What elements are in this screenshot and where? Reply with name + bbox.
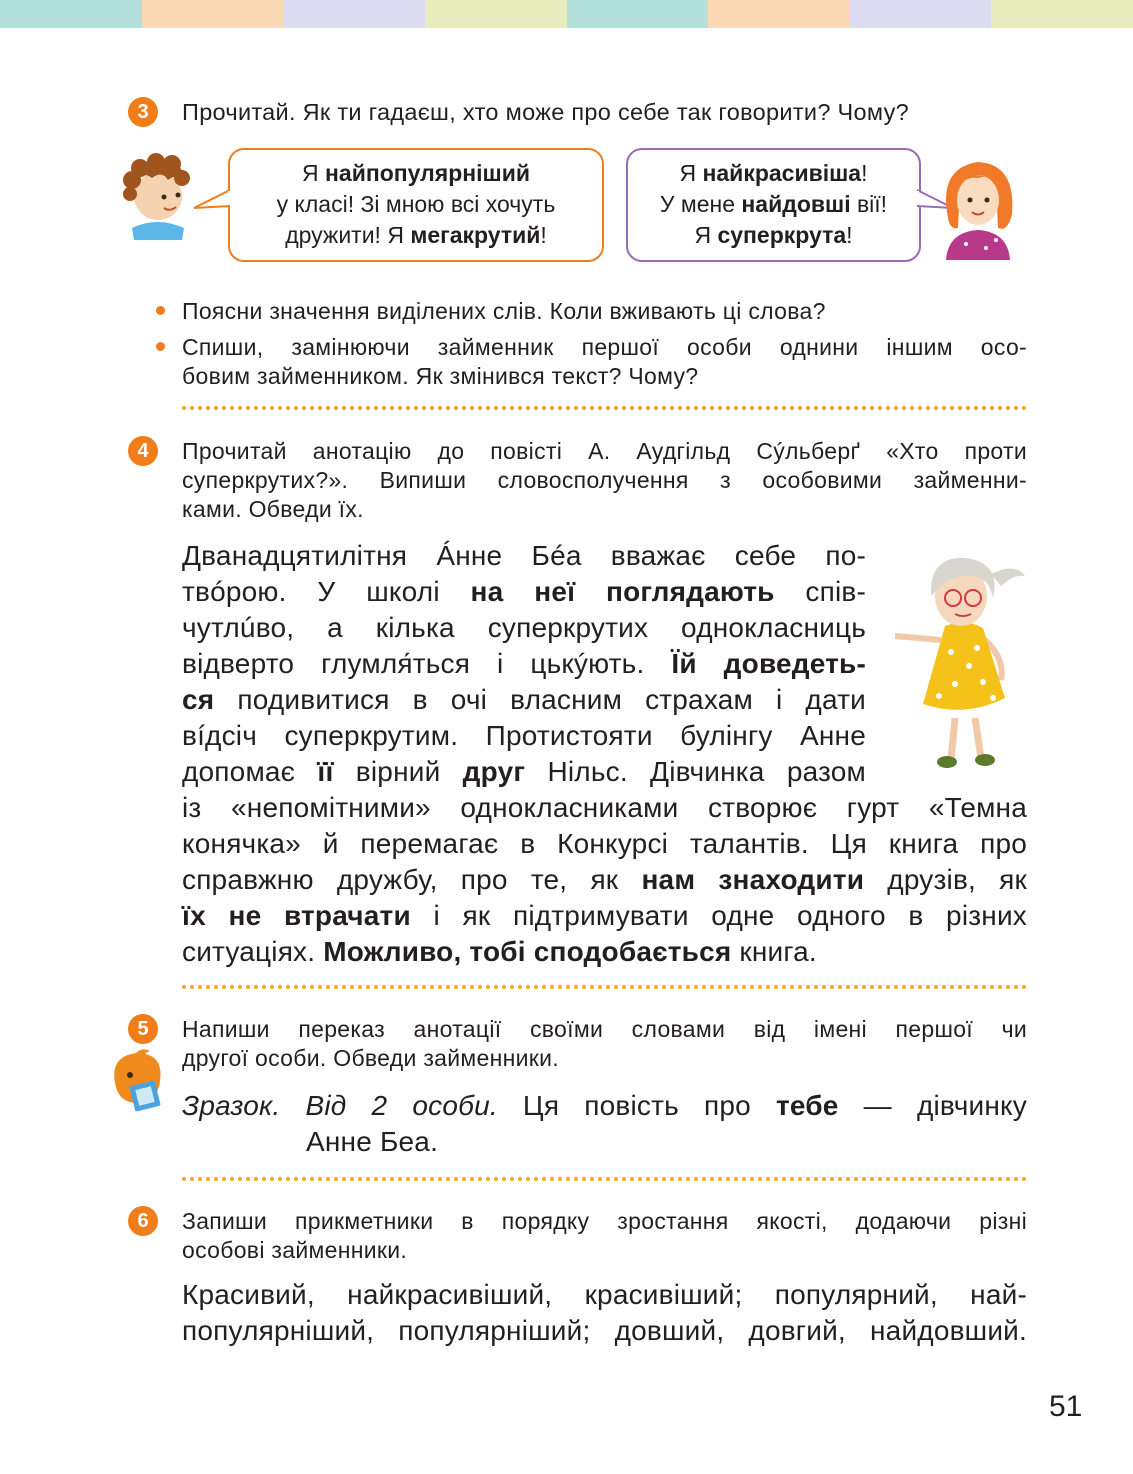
- annotation-line-2: твóрою. У школі на неї поглядають спів-: [182, 576, 866, 607]
- annotation-line-8: із «непомітними» однокласниками створює гурт «Темна: [182, 792, 1027, 823]
- task-5-instruction-line-1: Напиши переказ анотації своїми словами від імені першої чи: [182, 1016, 1027, 1042]
- task-6-instruction-line-1: Запиши прикметники в порядку зростання якості, додаючи різні: [182, 1208, 1027, 1234]
- annotation-line-6: вíдсіч суперкрутим. Протистояти булінгу Анне: [182, 720, 866, 751]
- divider-2: [182, 985, 1027, 989]
- task-6-text-line-1: Красивий, найкрасивіший, красивіший; популярний, най-: [182, 1279, 1027, 1310]
- divider-3: [182, 1177, 1027, 1181]
- boy-bubble-line-1: Я найпопулярніший: [302, 160, 530, 186]
- girl-bubble-line-3: Я суперкрута!: [694, 222, 853, 248]
- boy-bubble-tail: [192, 186, 232, 216]
- annotation-line-7: допомає її вірний друг Нільс. Дівчинка разом: [182, 756, 866, 787]
- annotation-line-12: ситуаціях. Можливо, тобі сподобається книга.: [182, 936, 817, 967]
- mascot-icon: [106, 1047, 170, 1113]
- boy-bubble-line-3: дружити! Я мегакрутий!: [285, 222, 547, 248]
- boy-speech-bubble: [228, 148, 604, 262]
- task-3-bullet-2-line-1: Спиши, замінюючи займенник першої особи однини іншим осо-: [182, 334, 1027, 360]
- bullet-1-icon: [156, 306, 165, 315]
- task-4-instruction-line-2: суперкрутих?». Випиши словосполучення з особовими займенни-: [182, 467, 1027, 493]
- annotation-line-10: справжню дружбу, про те, як нам знаходити друзів, як: [182, 864, 1027, 895]
- annotation-line-11: їх не втрачати і як підтримувати одне одного в різних: [182, 900, 1027, 931]
- task-5-sample-line-2: Анне Беа.: [306, 1126, 439, 1157]
- stripe-7: [850, 0, 992, 28]
- task-6-number: 6: [128, 1206, 158, 1236]
- bullet-2-icon: [156, 342, 165, 351]
- stripe-3: [283, 0, 425, 28]
- girl-speech-bubble: [626, 148, 921, 262]
- task-3-bullet-2-line-2: бовим займенником. Як змінився текст? Чому?: [182, 363, 699, 389]
- annotation-line-4: відверто глумля́ться і цькýють. Їй доведеть-: [182, 648, 866, 679]
- task-3-number: 3: [128, 97, 158, 127]
- annotation-line-5: ся подивитися в очі власним страхам і дати: [182, 684, 866, 715]
- task-5-sample-line-1: Зразок. Від 2 особи. Ця повість про тебе — дівчинку: [182, 1090, 1027, 1121]
- boy-icon: [112, 150, 202, 242]
- stripe-5: [567, 0, 709, 28]
- girl-bubble-line-2: У мене найдовші вії!: [659, 191, 888, 217]
- annotation-line-9: конячка» й перемагає в Конкурсі талантів. Ця книга про: [182, 828, 1027, 859]
- girl-bubble-line-1: Я найкрасивіша!: [679, 160, 868, 186]
- stripe-2: [142, 0, 284, 28]
- task-4-number: 4: [128, 436, 158, 466]
- stripe-1: [0, 0, 142, 28]
- task-6-text-line-2: популярніший, популярніший; довший, довгий, найдовший.: [182, 1315, 1027, 1346]
- annotation-line-1: Дванадцятилітня Áнне Бéа вважає себе по-: [182, 540, 866, 571]
- stripe-8: [991, 0, 1133, 28]
- top-color-bar: [0, 0, 1133, 28]
- task-5-number: 5: [128, 1014, 158, 1044]
- task-3-bullet-1: Поясни значення виділених слів. Коли вживають ці слова?: [182, 298, 826, 324]
- girl-yellow-dress-icon: [893, 548, 1038, 773]
- boy-bubble-line-2: у класі! Зі мною всі хочуть: [276, 191, 556, 217]
- stripe-4: [425, 0, 567, 28]
- annotation-line-3: чутлúво, а кілька суперкрутих однокласниць: [182, 612, 866, 643]
- divider-1: [182, 406, 1027, 410]
- task-5-instruction-line-2: другої особи. Обведи займенники.: [182, 1045, 559, 1071]
- stripe-6: [708, 0, 850, 28]
- girl-red-hair-icon: [938, 148, 1018, 260]
- page-number: 51: [1049, 1390, 1083, 1423]
- task-4-instruction-line-1: Прочитай анотацію до повісті А. Аудгільд Сýльберґ «Хто проти: [182, 438, 1027, 464]
- task-6-instruction-line-2: особові займенники.: [182, 1237, 408, 1263]
- task-3-instruction: Прочитай. Як ти гадаєш, хто може про себе так говорити? Чому?: [182, 99, 910, 125]
- task-4-instruction-line-3: ками. Обведи їх.: [182, 496, 364, 522]
